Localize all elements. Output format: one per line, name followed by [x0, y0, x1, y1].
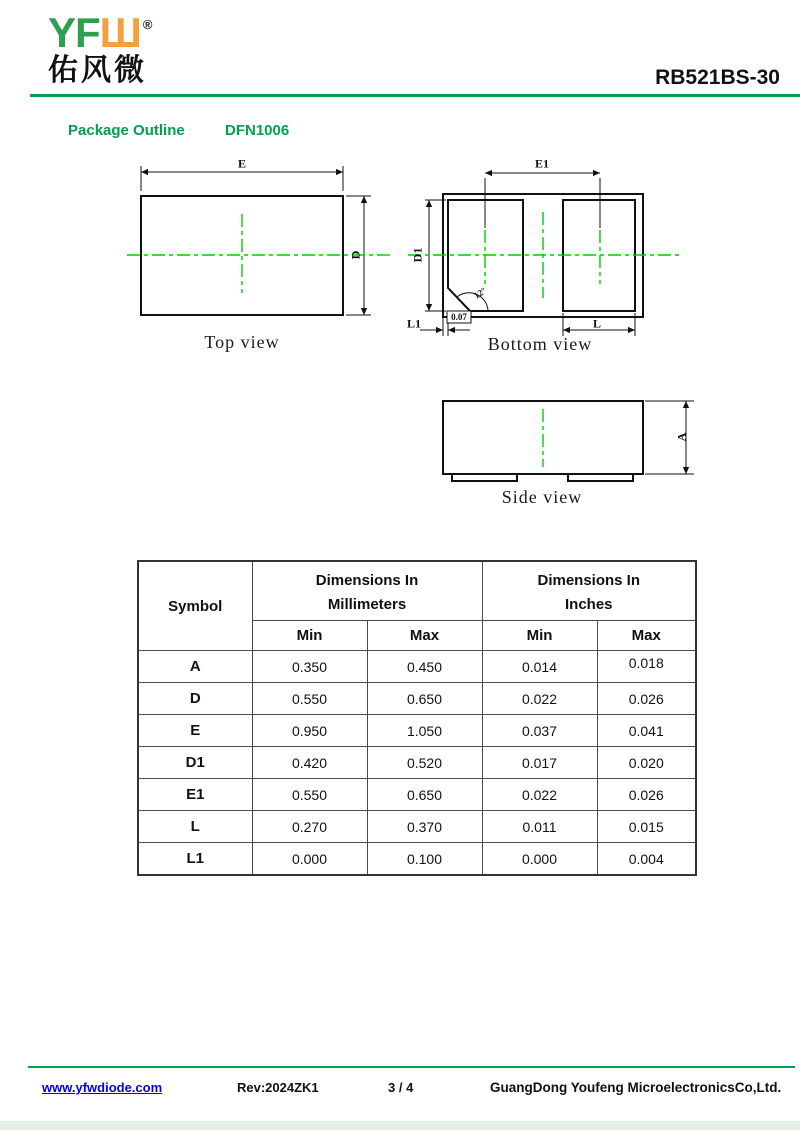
col-header-symbol: Symbol: [138, 561, 252, 651]
logo-yf-text: YF: [48, 9, 100, 56]
mm-max-cell: 0.520: [367, 747, 482, 779]
in-max-cell: 0.020: [597, 747, 696, 779]
mm-max-cell: 0.650: [367, 683, 482, 715]
in-min-cell: 0.014: [482, 651, 597, 683]
subheader-mm-min: Min: [252, 621, 367, 651]
in-min-cell: 0.017: [482, 747, 597, 779]
symbol-cell: D1: [138, 747, 252, 779]
side-view-caption: Side view: [501, 487, 583, 507]
package-name: DFN1006: [225, 122, 290, 139]
package-outline-drawing: [0, 0, 800, 530]
mm-max-cell: 0.370: [367, 811, 482, 843]
subheader-in-min: Min: [482, 621, 597, 651]
registered-trademark-icon: ®: [142, 17, 153, 32]
symbol-cell: A: [138, 651, 252, 683]
in-max-cell: 0.041: [597, 715, 696, 747]
mm-max-cell: 0.650: [367, 779, 482, 811]
subheader-mm-max: Max: [367, 621, 482, 651]
mm-min-cell: 0.350: [252, 651, 367, 683]
company-name: GuangDong Youfeng MicroelectronicsCo,Ltd.: [490, 1080, 782, 1095]
page-number: 3 / 4: [388, 1080, 414, 1095]
revision-label: Rev:2024ZK1: [237, 1080, 319, 1095]
website-link[interactable]: www.yfwdiode.com: [42, 1080, 163, 1095]
col-header-in-line1: Dimensions In: [537, 571, 641, 589]
col-header-in: [482, 561, 696, 621]
in-min-cell: 0.037: [482, 715, 597, 747]
mm-max-cell: 1.050: [367, 715, 482, 747]
col-header-mm: [252, 561, 482, 621]
mm-max-cell: 0.100: [367, 843, 482, 876]
dim-label-e: E: [237, 156, 247, 171]
table-row: [138, 747, 696, 779]
in-min-cell: 0.011: [482, 811, 597, 843]
mm-max-cell: 0.450: [367, 651, 482, 683]
in-max-cell: 0.015: [597, 811, 696, 843]
part-number: RB521BS-30: [655, 66, 780, 89]
chamfer-ref-dimension: 0.07: [451, 312, 467, 322]
in-max-cell: 0.004: [597, 843, 696, 876]
mm-min-cell: 0.550: [252, 683, 367, 715]
mm-min-cell: 0.550: [252, 779, 367, 811]
dim-label-l: L: [592, 316, 602, 331]
symbol-cell: D: [138, 683, 252, 715]
logo-u-glyph: Ш: [99, 9, 141, 56]
table-row: [138, 811, 696, 843]
mm-min-cell: 0.950: [252, 715, 367, 747]
dim-label-a: A: [674, 432, 689, 442]
in-min-cell: 0.022: [482, 779, 597, 811]
dim-label-l1: L1: [406, 316, 422, 331]
dim-label-d1: D1: [410, 247, 425, 263]
in-min-cell: 0.000: [482, 843, 597, 876]
col-header-mm-line2: Millimeters: [327, 595, 407, 613]
top-view-caption: Top view: [204, 332, 280, 352]
col-header-in-line2: Inches: [564, 595, 613, 613]
in-max-value: 0.018: [628, 654, 664, 671]
in-max-cell: 0.026: [597, 683, 696, 715]
in-max-cell: 0.026: [597, 779, 696, 811]
symbol-cell: L: [138, 811, 252, 843]
symbol-cell: E1: [138, 779, 252, 811]
table-row: [138, 651, 696, 683]
table-row: [138, 715, 696, 747]
in-min-cell: 0.022: [482, 683, 597, 715]
mm-min-cell: 0.420: [252, 747, 367, 779]
in-max-cell: [597, 651, 696, 683]
table-row: [138, 683, 696, 715]
table-row: [138, 779, 696, 811]
section-title: Package Outline: [68, 122, 185, 139]
col-header-mm-line1: Dimensions In: [315, 571, 419, 589]
chamfer-angle-label: 12°: [471, 285, 489, 301]
footer-divider: [28, 1066, 795, 1068]
subheader-in-max: Max: [597, 621, 696, 651]
bottom-view-caption: Bottom view: [487, 334, 593, 354]
symbol-cell: E: [138, 715, 252, 747]
symbol-cell: L1: [138, 843, 252, 876]
dimensions-table: [137, 560, 697, 876]
dim-label-e1: E1: [534, 156, 550, 171]
dim-label-d: D: [348, 250, 363, 260]
logo-chinese-name: 佑风微: [48, 54, 147, 87]
table-header-row: [138, 561, 696, 621]
mm-min-cell: 0.000: [252, 843, 367, 876]
mm-min-cell: 0.270: [252, 811, 367, 843]
table-row: [138, 843, 696, 876]
bottom-accent-bar: [0, 1121, 800, 1130]
